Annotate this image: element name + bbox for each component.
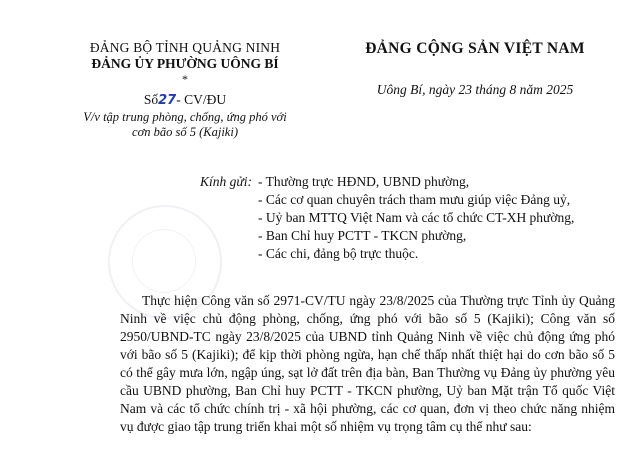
recipients-list bbox=[258, 173, 638, 263]
issuing-organization: ĐẢNG ỦY PHƯỜNG UÔNG BÍ bbox=[91, 56, 279, 71]
issuer-header bbox=[60, 40, 310, 140]
body-text bbox=[120, 292, 615, 436]
recipient-item: - Ban Chỉ huy PCTT - TKCN phường, bbox=[258, 228, 467, 243]
recipients-label: Kính gửi: bbox=[200, 174, 252, 189]
recipient-item: - Các chi, đảng bộ trực thuộc. bbox=[258, 246, 419, 261]
party-name: ĐẢNG CỘNG SẢN VIỆT NAM bbox=[365, 40, 585, 57]
subject-line-2: cơn bão số 5 (Kajiki) bbox=[132, 125, 238, 139]
star-separator: * bbox=[182, 72, 188, 86]
recipient-item: - Uỷ ban MTTQ Việt Nam và các tổ chức CT-XH phường, bbox=[258, 210, 575, 225]
recipient-item: - Các cơ quan chuyên trách tham mưu giúp việc Đảng uỷ, bbox=[258, 192, 571, 207]
body-paragraph: Thực hiện Công văn số 2971-CV/TU ngày 23/8/2025 của Thường trực Tỉnh ủy Quảng Ninh về việc chủ động phòng, chống, ứng phó với bão số 5 (Kajiki); Công văn số 2950/UBND-TC ngày 23/8/2025 của UBND tỉnh Quảng Ninh về việc chủ động ứng phó với bão số 5 (Kajiki); để kịp thời phòng ngừa, hạn chế thấp nhất thiệt hại do cơn bão số 5 có thể gây mưa lớn, ngập úng, sạt lở đất trên địa bàn, Ban Thường vụ Đảng ủy phường yêu cầu UBND phường, Ban Chỉ huy PCTT - TKCN phường, Uỷ ban Mặt trận Tổ quốc Việt Nam và các tổ chức chính trị - xã hội phường, các cơ quan, đơn vị theo chức năng nhiệm vụ được giao tập trung triển khai một số nhiệm vụ trọng tâm cụ thể như sau: bbox=[120, 293, 615, 434]
seal-inner-ring bbox=[132, 229, 196, 293]
national-header bbox=[340, 40, 610, 98]
parent-organization: ĐẢNG BỘ TỈNH QUẢNG NINH bbox=[89, 40, 281, 55]
document-number-suffix: - CV/ĐU bbox=[176, 92, 227, 107]
recipient-item: - Thường trực HĐND, UBND phường, bbox=[258, 174, 470, 189]
document-number-handwritten: 27 bbox=[158, 93, 177, 108]
document-number-prefix: Số bbox=[143, 92, 159, 107]
place-and-date: Uông Bí, ngày 23 tháng 8 năm 2025 bbox=[376, 82, 574, 97]
subject-line-1: V/v tập trung phòng, chống, ứng phó với bbox=[83, 110, 287, 124]
document-number bbox=[60, 91, 310, 110]
